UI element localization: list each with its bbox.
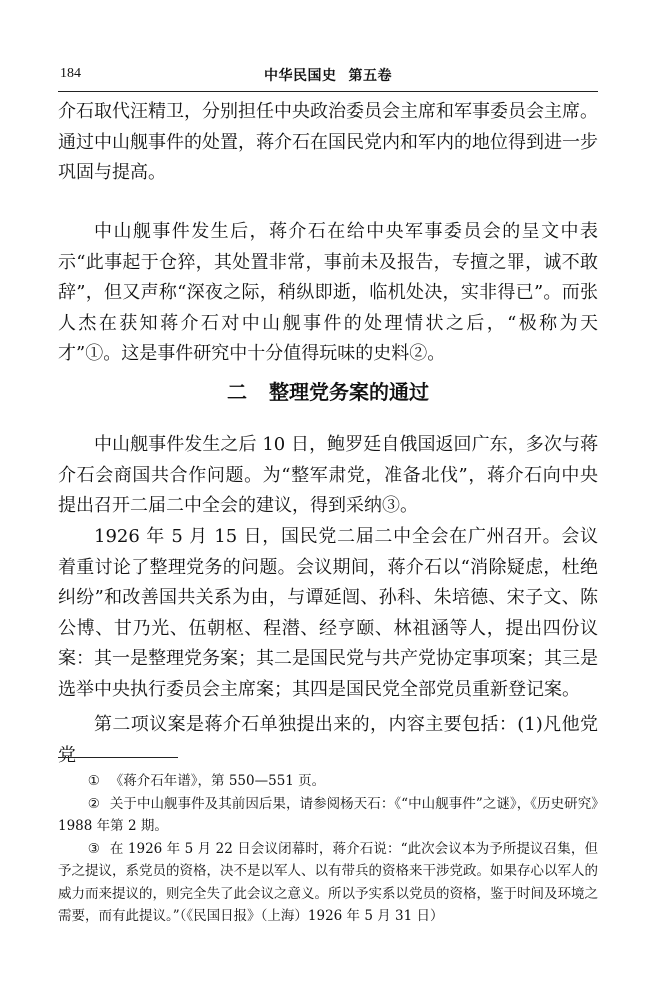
footnote-mark: ②: [87, 795, 100, 812]
running-title: [58, 65, 598, 85]
section-number: 二: [227, 380, 247, 404]
footnote-2: [58, 793, 598, 838]
section-heading: [58, 376, 598, 405]
footnote-1: [58, 770, 598, 793]
footnote-text: 《蒋介石年谱》，第 550—551 页。: [109, 773, 326, 789]
footnote-text: 关于中山舰事件及其前因后果，请参阅杨天石：《“中山舰事件”之谜》，《历史研究》1988 年第 2 期。: [58, 795, 598, 834]
paragraph-4: 1926 年 5 月 15 日，国民党二届二中全会在广州召开。会议着重讨论了整理党务的问题。会议期间，蒋介石以“消除疑虑，杜绝纠纷”和改善国共关系为由，与谭延闿、孙科、朱培德、宋子文、陈公博、甘乃光、伍朝枢、程潜、经亨颐、林祖涵等人，提出四份议案：其一是整理党务案；其二是国民党与共产党协定事项案；其三是选举中央执行委员会主席案；其四是国民党全部党员重新登记案。: [58, 526, 598, 700]
volume-label: 第五卷: [348, 68, 392, 84]
footnotes: [58, 770, 598, 928]
book-title: 中华民国史: [264, 68, 337, 84]
page-header: [58, 62, 598, 86]
section-title: 整理党务案的通过: [269, 380, 429, 404]
footnote-mark: ③: [87, 840, 100, 857]
paragraph-2: 中山舰事件发生后，蒋介石在给中央军事委员会的呈文中表示“此事起于仓猝，其处置非常，事前未及报告，专擅之罪，诚不敢辞”，但又声称“深夜之际，稍纵即逝，临机处决，实非得已”。而张人杰在获知蒋介石对中山舰事件的处理情状之后，“极称为天才”①。这是事件研究中十分值得玩味的史料②。: [58, 221, 598, 364]
footnote-text: 在 1926 年 5 月 22 日会议闭幕时，蒋介石说：“此次会议本为予所提议召集，但予之提议，系党员的资格，决不是以军人、以有带兵的资格来干涉党政。如果存心以军人的威力而来提议的，则完全失了此会议之意义。所以予实系以党员的资格，鉴于时间及环境之需要，而有此提议。”（《民国日报》（上海）1926 年 5 月 31 日）: [58, 840, 598, 924]
paragraph-1: 介石取代汪精卫，分别担任中央政治委员会主席和军事委员会主席。通过中山舰事件的处置，蒋介石在国民党内和军内的地位得到进一步巩固与提高。: [58, 101, 598, 183]
footnote-mark: ①: [87, 773, 100, 789]
header-rule: [58, 91, 598, 92]
paragraph-3: 中山舰事件发生之后 10 日，鲍罗廷自俄国返回广东，多次与蒋介石会商国共合作问题。为“整军肃党，准备北伐”，蒋介石向中央提出召开二届二中全会的建议，得到采纳③。: [58, 434, 598, 516]
footnote-3: [58, 838, 598, 928]
page-number: 184: [60, 66, 81, 81]
paragraph-5: 第二项议案是蒋介石单独提出来的，内容主要包括：(1)凡他党党: [58, 714, 598, 766]
footnote-rule: [58, 757, 178, 758]
